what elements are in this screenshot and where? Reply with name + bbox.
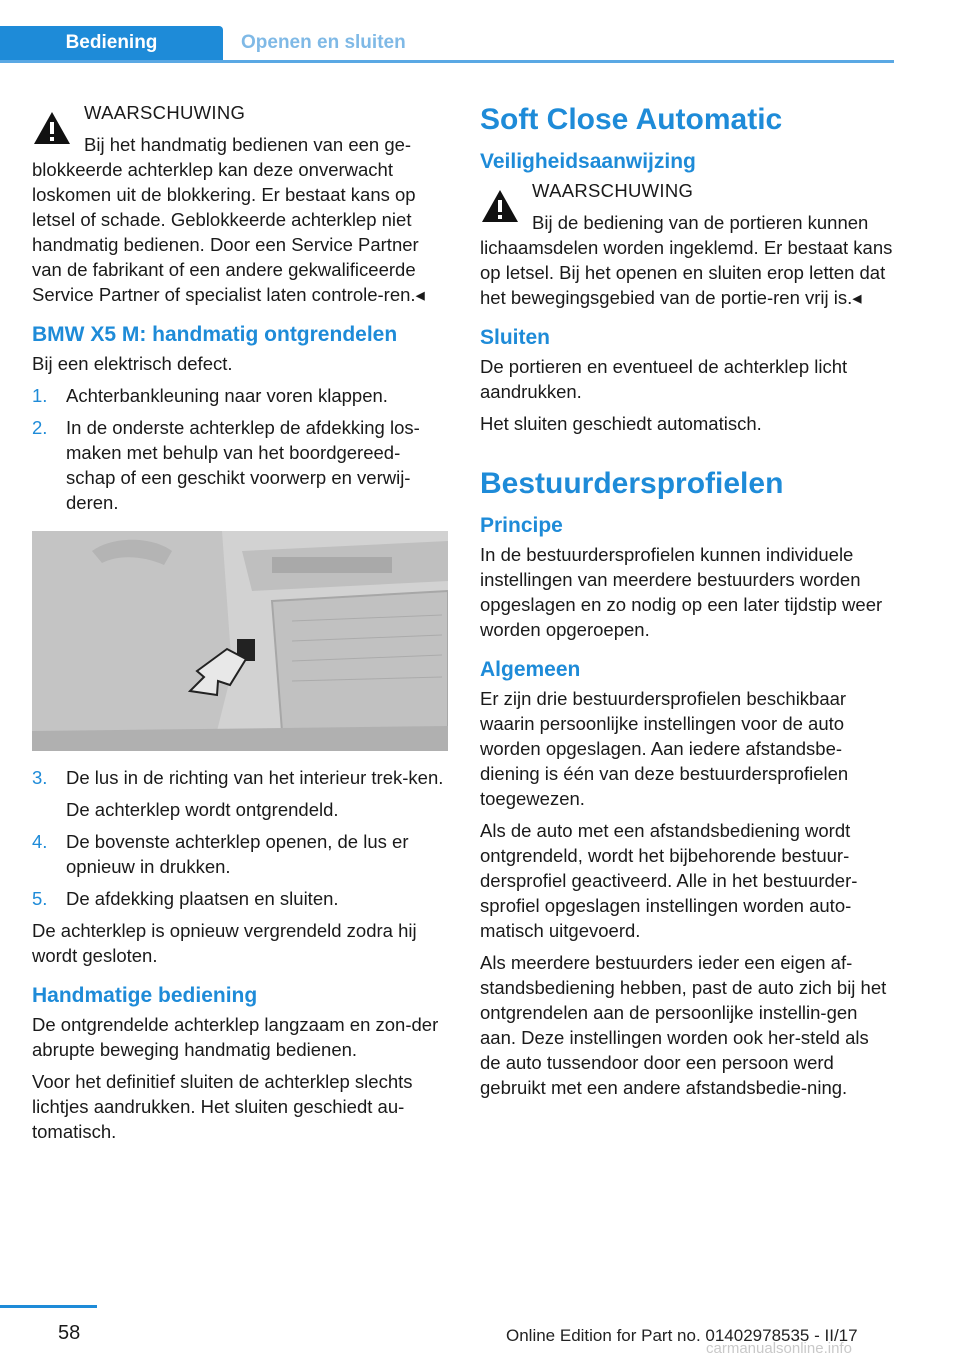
step-text: De bovenste achterklep openen, de lus er opnieuw in drukken. xyxy=(66,831,409,877)
step-text: De lus in de richting van het interieur trek-ken. xyxy=(66,767,444,788)
list-item xyxy=(32,829,448,879)
list-item xyxy=(32,415,448,515)
left-column xyxy=(32,100,448,1151)
paragraph: De portieren en eventueel de achterklep licht aandrukken. xyxy=(480,356,848,402)
right-column xyxy=(480,100,894,1107)
warning-block xyxy=(480,178,894,310)
watermark-text: carmanualsonline.info xyxy=(706,1340,852,1357)
section-heading-veiligheid: Veiligheidsaanwijzing xyxy=(480,150,696,173)
page-number: 58 xyxy=(58,1322,81,1344)
section-heading-principe: Principe xyxy=(480,514,563,537)
list-item xyxy=(32,765,448,822)
warning-block xyxy=(32,100,448,307)
step-number: 3. xyxy=(32,767,48,788)
paragraph: De ontgrendelde achterklep langzaam en zon-der abrupte beweging handmatig bedienen. xyxy=(32,1014,439,1060)
luggage-compartment-image xyxy=(32,531,448,751)
luggage-compartment-illustration xyxy=(32,531,448,751)
section-conclusion: De achterklep is opnieuw vergrendeld zodra hij wordt gesloten. xyxy=(32,920,417,966)
step-subtext: De achterklep wordt ontgrendeld. xyxy=(66,799,339,820)
step-text: Achterbankleuning naar voren klappen. xyxy=(66,385,388,406)
section-intro: Bij een elektrisch defect. xyxy=(32,353,233,374)
section-heading-algemeen: Algemeen xyxy=(480,658,581,681)
warning-text-first-line: Bij het handmatig bedienen van een ge- xyxy=(84,134,412,155)
paragraph: Voor het definitief sluiten de achterklep slechts lichtjes aandrukken. Het sluiten geschiedt au-tomatisch. xyxy=(32,1071,413,1142)
warning-text xyxy=(480,210,894,310)
warning-text-rest: lichaamsdelen worden ingeklemd. Er bestaat kans op letsel. Bij het openen en sluiten erop letten dat het bewegingsgebied van de portie-ren vrij is.◂ xyxy=(480,237,893,308)
step-number: 2. xyxy=(32,417,48,438)
section-heading-handmatig-ontgrendelen: BMW X5 M: handmatig ontgrendelen xyxy=(32,323,398,346)
warning-text-first-line: Bij de bediening van de portieren kunnen xyxy=(532,212,869,233)
header-tab-openen-en-sluiten[interactable]: Openen en sluiten xyxy=(241,32,406,53)
section-title-soft-close: Soft Close Automatic xyxy=(480,103,783,136)
footer-divider xyxy=(0,1305,97,1308)
warning-title: WAARSCHUWING xyxy=(84,102,246,123)
paragraph: Als meerdere bestuurders ieder een eigen af-standsbediening hebben, past de auto zich bij het ontgrendelen aan de persoonlijke instellin-gen aan. Deze instellingen worden ook her-steld als de auto tussendoor door een persoon werd gebruikt met een andere afstandsbedie-ning. xyxy=(480,952,887,1098)
edition-text: Online Edition for Part no. 01402978535 - II/17 xyxy=(506,1326,858,1345)
section-heading-handmatige-bediening: Handmatige bediening xyxy=(32,984,258,1007)
step-number: 1. xyxy=(32,385,48,406)
header-tab-bediening[interactable]: Bediening xyxy=(0,26,223,60)
header-divider xyxy=(0,60,894,63)
steps-list-2 xyxy=(32,765,448,911)
paragraph: Het sluiten geschiedt automatisch. xyxy=(480,413,762,434)
warning-text-rest: blokkeerde achterklep kan deze onverwacht loskomen uit de blokkering. Er bestaat kans op letsel of schade. Geblokkeerde achterklep niet handmatig bedienen. Door een Service Partner van de fabrikant of een andere gekwalificeerde Service Partner of specialist laten controle-ren.◂ xyxy=(32,159,425,305)
paragraph: In de bestuurdersprofielen kunnen individuele instellingen van meerdere bestuurders worden opgeslagen en zo nodig op een later tijdstip weer worden opgeroepen. xyxy=(480,544,883,640)
step-text: In de onderste achterklep de afdekking los-maken met behulp van het boordgereed-schap of een geschikt voorwerp en verwij-deren. xyxy=(66,417,420,513)
step-number: 4. xyxy=(32,831,48,852)
warning-triangle-icon xyxy=(32,110,72,146)
step-number: 5. xyxy=(32,888,48,909)
paragraph: Er zijn drie bestuurdersprofielen beschikbaar waarin persoonlijke instellingen voor de auto worden opgeslagen. Aan iedere afstandsbe-diening is één van deze bestuurdersprofielen toegewezen. xyxy=(480,688,849,809)
list-item xyxy=(32,886,448,911)
paragraph: Als de auto met een afstandsbediening wordt ontgrendeld, wordt het bijbehorende bestuur-dersprofiel geactiveerd. Alle in het bestuurder-sprofiel opgeslagen instellingen worden auto-matisch uitgevoerd. xyxy=(480,820,858,941)
warning-text xyxy=(32,132,448,307)
steps-list-1 xyxy=(32,383,448,515)
section-heading-sluiten: Sluiten xyxy=(480,326,551,349)
warning-triangle-icon xyxy=(480,188,520,224)
page-header xyxy=(0,0,894,62)
list-item xyxy=(32,383,448,408)
section-title-bestuurdersprofielen: Bestuurdersprofielen xyxy=(480,467,784,500)
step-text: De afdekking plaatsen en sluiten. xyxy=(66,888,339,909)
warning-title: WAARSCHUWING xyxy=(532,180,694,201)
